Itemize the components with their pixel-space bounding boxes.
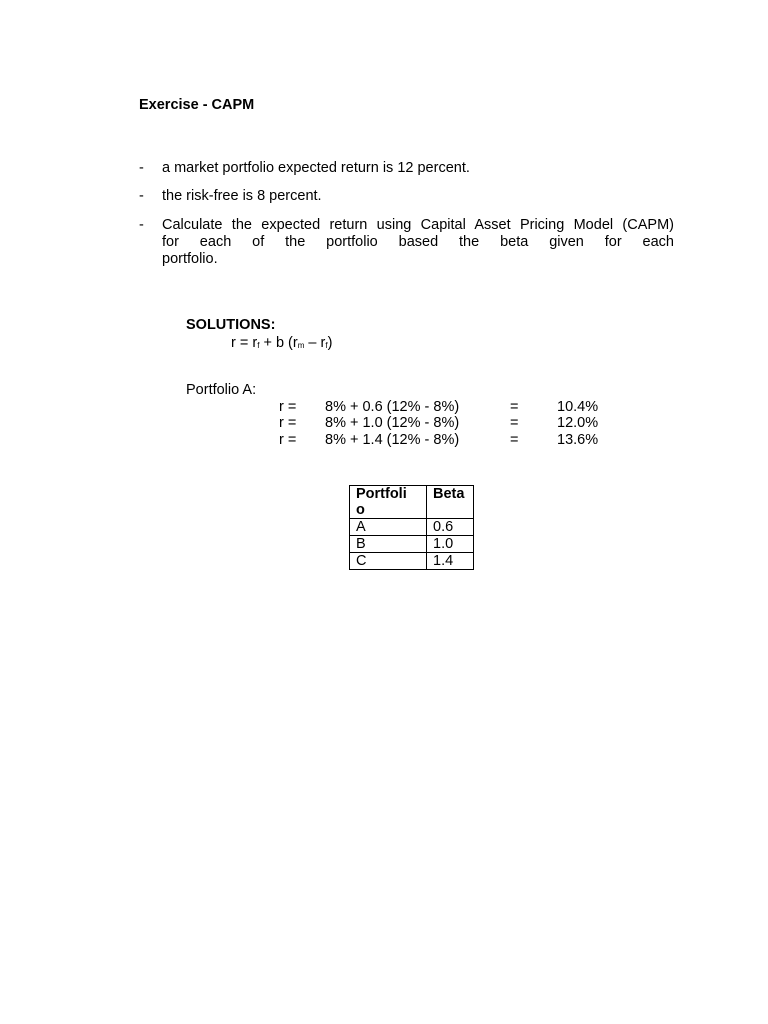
- header-portfolio-line-1: Portfoli: [356, 486, 407, 502]
- bullet-text-line-1: Calculate the expected return using Capital Asset Pricing Model (CAPM): [162, 217, 674, 233]
- header-beta: Beta: [427, 486, 474, 519]
- cell-beta: 0.6: [427, 519, 474, 536]
- calc-expression: 8% + 0.6 (12% - 8%): [325, 399, 460, 415]
- cell-portfolio: A: [350, 519, 427, 536]
- table-row: [350, 553, 474, 570]
- beta-table: [349, 485, 474, 570]
- formula-part: – r: [304, 335, 326, 351]
- calc-result: 10.4%: [557, 399, 599, 415]
- cell-portfolio: B: [350, 536, 427, 553]
- calc-result: 12.0%: [557, 415, 599, 431]
- cell-beta: 1.4: [427, 553, 474, 570]
- capm-formula: [231, 335, 332, 351]
- bullet-dash: -: [139, 160, 144, 176]
- formula-part: ): [327, 335, 333, 351]
- table-row: [350, 519, 474, 536]
- calc-expression: 8% + 1.0 (12% - 8%): [325, 415, 460, 431]
- calc-r: r =: [279, 415, 297, 431]
- calc-equals: =: [510, 415, 519, 431]
- page-title: Exercise - CAPM: [139, 97, 255, 113]
- formula-subscript: f: [257, 341, 260, 350]
- table-header-row: [350, 486, 474, 519]
- bullet-text-line-2: for each of the portfolio based the beta given for each: [162, 234, 674, 250]
- calc-expression: 8% + 1.4 (12% - 8%): [325, 432, 460, 448]
- cell-portfolio: C: [350, 553, 427, 570]
- bullet-text: the risk-free is 8 percent.: [162, 188, 322, 204]
- bullet-dash: -: [139, 188, 144, 204]
- header-portfolio-line-2: o: [356, 502, 365, 518]
- formula-subscript: m: [297, 341, 305, 350]
- formula-part: r = r: [231, 335, 258, 351]
- solutions-heading: SOLUTIONS:: [186, 317, 276, 333]
- calc-r: r =: [279, 399, 297, 415]
- calc-r: r =: [279, 432, 297, 448]
- formula-part: + b (r: [259, 335, 298, 351]
- header-portfolio: [350, 486, 427, 519]
- table-row: [350, 536, 474, 553]
- portfolio-a-label: Portfolio A:: [186, 382, 257, 398]
- bullet-text-line-3: portfolio.: [162, 251, 218, 267]
- cell-beta: 1.0: [427, 536, 474, 553]
- bullet-dash: -: [139, 217, 144, 233]
- calc-result: 13.6%: [557, 432, 599, 448]
- formula-subscript: f: [325, 341, 328, 350]
- bullet-text: a market portfolio expected return is 12 percent.: [162, 160, 470, 176]
- calc-equals: =: [510, 399, 519, 415]
- calc-equals: =: [510, 432, 519, 448]
